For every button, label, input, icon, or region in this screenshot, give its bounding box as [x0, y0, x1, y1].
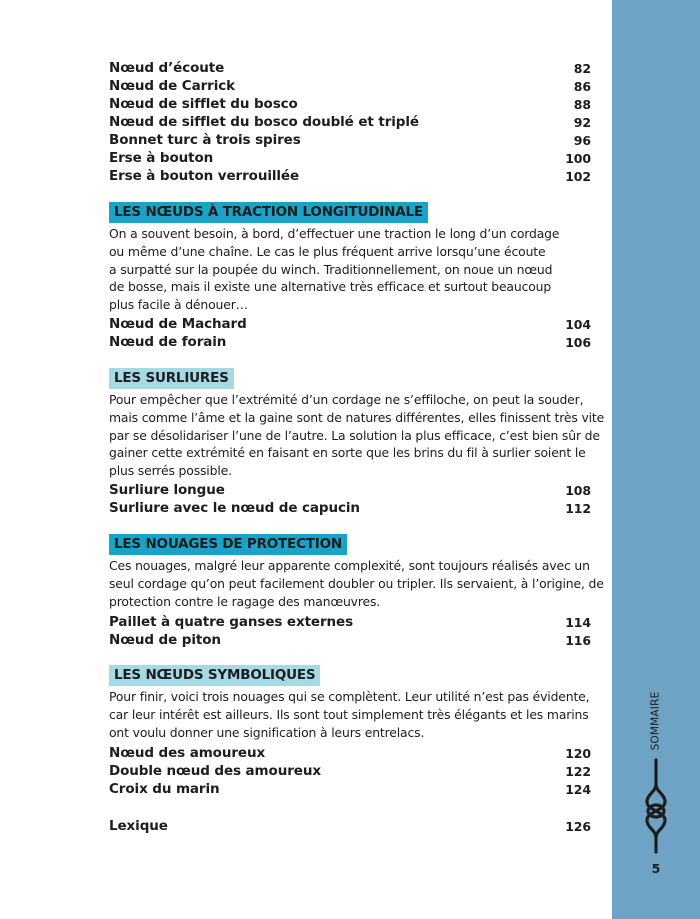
description-line: seul cordage qu’on peut facilement doubler ou tripler. Ils servaient, à l’origine, de: [109, 575, 604, 591]
toc-entry[interactable]: [109, 149, 591, 167]
toc-entry-page: 124: [565, 781, 591, 797]
sidebar-title: [645, 690, 665, 752]
rope-knot-icon: [643, 758, 669, 854]
toc-entry[interactable]: [109, 315, 591, 333]
description-line: par se désolidariser l’une de l’autre. La solution la plus efficace, c’est bien sûr de: [109, 427, 600, 443]
toc-entry-page: 126: [565, 818, 591, 834]
description-line: car leur intérêt est ailleurs. Ils sont tout simplement très élégants et les marins: [109, 706, 589, 722]
section-heading: LES NŒUDS SYMBOLIQUES: [109, 665, 320, 686]
toc-entry[interactable]: [109, 631, 591, 649]
toc-entry-page: 106: [565, 334, 591, 350]
toc-entry[interactable]: [109, 744, 591, 762]
toc-entry-title: Nœud de Carrick: [109, 78, 236, 94]
toc-entry-page: 102: [565, 168, 591, 184]
description-line: ou même d’une chaîne. Le cas le plus fréquent arrive lorsqu’une écoute: [109, 243, 546, 259]
toc-entry[interactable]: [109, 95, 591, 113]
description-line: protection contre le ragage des manœuvres.: [109, 593, 381, 609]
section-description: [109, 225, 591, 314]
toc-entry-title: Bonnet turc à trois spires: [109, 132, 301, 148]
toc-entry-page: 122: [565, 763, 591, 779]
toc-entry-title: Nœud des amoureux: [109, 745, 266, 761]
toc-entry-title: Croix du marin: [109, 781, 220, 797]
toc-entry-page: 116: [565, 632, 591, 648]
description-line: plus facile à dénouer…: [109, 297, 248, 313]
toc-entry-page: 96: [573, 132, 591, 148]
toc-entry-page: 108: [565, 482, 591, 498]
description-line: gainer cette extrémité en faisant en sorte que les brins du fil à surlier soient le: [109, 445, 586, 461]
toc-entry[interactable]: [109, 481, 591, 499]
toc-entry-page: 114: [565, 614, 591, 630]
description-line: On a souvent besoin, à bord, d’effectuer une traction le long d’un cordage: [109, 226, 560, 241]
toc-entry[interactable]: [109, 59, 591, 77]
toc-entry-page: 100: [565, 150, 591, 166]
toc-entry-title: Nœud de sifflet du bosco doublé et triplé: [109, 114, 419, 130]
toc-entry-page: 82: [573, 60, 591, 76]
description-line: de bosse, mais il existe une alternative très efficace et surtout beaucoup: [109, 279, 552, 295]
section-description: [109, 688, 591, 741]
toc-entry[interactable]: [109, 613, 591, 631]
toc-entry-lexique[interactable]: [109, 817, 591, 835]
toc-entry-page: 92: [573, 114, 591, 130]
section-description: [109, 391, 605, 480]
toc-entry-page: 88: [573, 96, 591, 112]
toc-entry-page: 86: [573, 78, 591, 94]
toc-entry-title: Nœud de Machard: [109, 316, 247, 332]
toc-entry[interactable]: [109, 780, 591, 798]
toc-entry-page: 112: [565, 500, 591, 516]
description-line: Pour empêcher que l’extrémité d’un cordage ne s’effiloche, on peut la souder,: [109, 392, 584, 407]
toc-entry[interactable]: [109, 113, 591, 131]
description-line: Ces nouages, malgré leur apparente complexité, sont toujours réalisés avec un: [109, 558, 590, 573]
section-heading: LES NOUAGES DE PROTECTION: [109, 534, 347, 555]
toc-entry-title: Erse à bouton verrouillée: [109, 168, 300, 184]
section-description: [109, 557, 604, 610]
toc-entry[interactable]: [109, 499, 591, 517]
sidebar-title-text: SOMMAIRE: [649, 691, 662, 751]
toc-entry[interactable]: [109, 131, 591, 149]
toc-entry-page: 120: [565, 745, 591, 761]
toc-entry-title: Lexique: [109, 818, 168, 834]
toc-entry-title: Nœud de forain: [109, 334, 227, 350]
description-line: plus serrés possible.: [109, 463, 232, 479]
toc-entry-title: Nœud de piton: [109, 632, 221, 648]
toc-entry[interactable]: [109, 167, 591, 185]
page-number: 5: [651, 861, 661, 876]
description-line: a surpatté sur la poupée du winch. Traditionnellement, on noue un nœud: [109, 261, 553, 277]
toc-entry-title: Surliure avec le nœud de capucin: [109, 500, 360, 516]
toc-entry-title: Paillet à quatre ganses externes: [109, 614, 354, 630]
toc-entry[interactable]: [109, 333, 591, 351]
toc-entry[interactable]: [109, 762, 591, 780]
description-line: mais comme l’âme et la gaine sont de natures différentes, elles finissent très vite: [109, 409, 605, 425]
toc-entry-title: Nœud d’écoute: [109, 60, 225, 76]
toc-entry[interactable]: [109, 77, 591, 95]
section-heading: LES SURLIURES: [109, 368, 234, 389]
toc-entry-title: Erse à bouton: [109, 150, 214, 166]
section-heading: LES NŒUDS À TRACTION LONGITUDINALE: [109, 202, 428, 223]
toc-entry-title: Surliure longue: [109, 482, 225, 498]
toc-entry-title: Double nœud des amoureux: [109, 763, 321, 779]
toc-entry-page: 104: [565, 316, 591, 332]
description-line: Pour finir, voici trois nouages qui se complètent. Leur utilité n’est pas évidente,: [109, 689, 590, 704]
toc-entry-title: Nœud de sifflet du bosco: [109, 96, 298, 112]
description-line: ont voulu donner une signification à leurs entrelacs.: [109, 724, 425, 740]
